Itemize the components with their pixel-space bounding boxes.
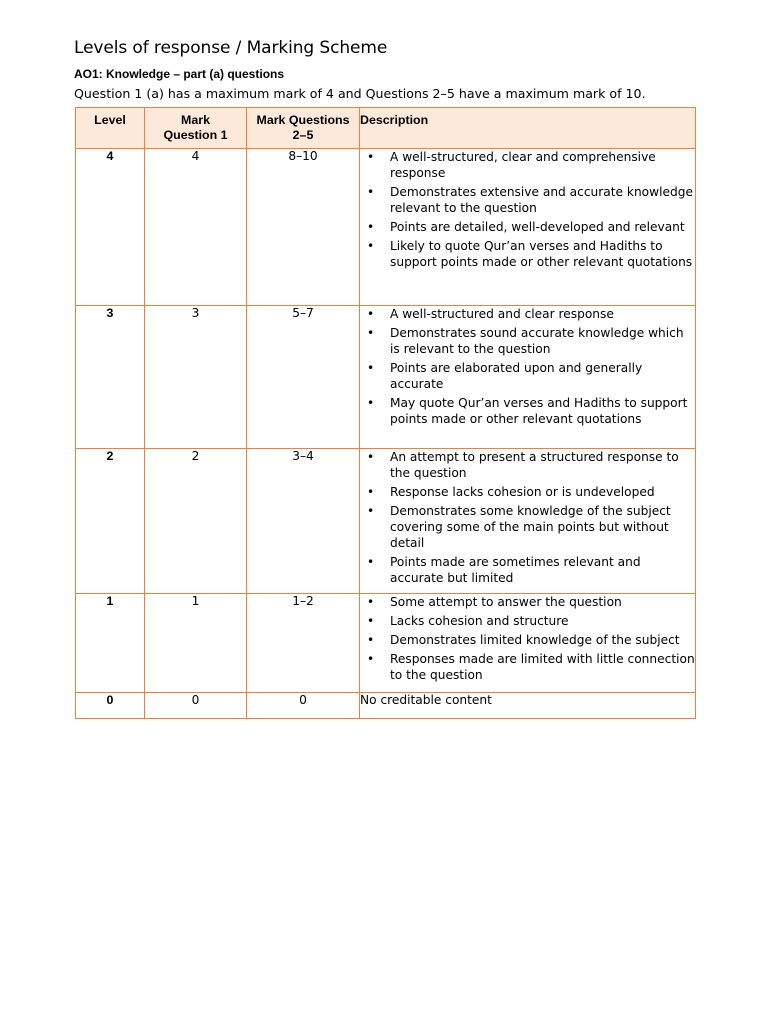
description-item: • Likely to quote Qur’an verses and Hadiths to support points made or other relevant quotations — [360, 238, 695, 270]
mark-q25-cell: 8–10 — [247, 149, 360, 306]
description-item: • Lacks cohesion and structure — [360, 613, 695, 629]
level-cell: 1 — [76, 594, 145, 693]
level-cell: 4 — [76, 149, 145, 306]
header-mark-q1-line1: Mark — [181, 113, 210, 127]
description-item: • Response lacks cohesion or is undeveloped — [360, 484, 695, 500]
section-heading: AO1: Knowledge – part (a) questions — [74, 67, 285, 81]
description-list — [360, 594, 695, 683]
mark-q25-cell: 1–2 — [247, 594, 360, 693]
header-mark-q25-line1: Mark Questions — [256, 113, 350, 127]
description-item: • Responses made are limited with little connection to the question — [360, 651, 695, 683]
table-row — [76, 306, 696, 449]
level-cell: 2 — [76, 449, 145, 594]
mark-q25-cell: 0 — [247, 693, 360, 719]
header-mark-q1-line2: Question 1 — [163, 128, 228, 142]
mark-q1-cell: 1 — [145, 594, 247, 693]
mark-q25-cell: 3–4 — [247, 449, 360, 594]
level-cell: 3 — [76, 306, 145, 449]
description-cell — [360, 594, 696, 693]
description-item: • A well-structured, clear and comprehensive response — [360, 149, 695, 181]
mark-q1-cell: 4 — [145, 149, 247, 306]
header-description — [360, 108, 696, 149]
description-item: • Demonstrates some knowledge of the subject covering some of the main points but without detail — [360, 503, 695, 551]
header-mark-question-1 — [145, 108, 247, 149]
mark-q1-cell: 2 — [145, 449, 247, 594]
mark-q1-cell: 3 — [145, 306, 247, 449]
description-list — [360, 449, 695, 586]
description-cell — [360, 449, 696, 594]
description-item: • Demonstrates extensive and accurate knowledge relevant to the question — [360, 184, 695, 216]
marking-scheme-table — [75, 107, 696, 719]
header-mark-q25-line2: 2–5 — [292, 128, 314, 142]
table-row — [76, 149, 696, 306]
intro-text: Question 1 (a) has a maximum mark of 4 and Questions 2–5 have a maximum mark of 10. — [74, 86, 646, 101]
table-row — [76, 449, 696, 594]
description-item: • Points made are sometimes relevant and accurate but limited — [360, 554, 695, 586]
level-cell: 0 — [76, 693, 145, 719]
description-list — [360, 306, 695, 427]
description-item: • An attempt to present a structured response to the question — [360, 449, 695, 481]
page-title: Levels of response / Marking Scheme — [74, 38, 388, 58]
description-cell — [360, 149, 696, 306]
table-row — [76, 594, 696, 693]
description-item: • A well-structured and clear response — [360, 306, 695, 322]
description-item: • Points are detailed, well-developed and relevant — [360, 219, 695, 235]
header-description-label: Description — [360, 113, 429, 127]
description-item: • Demonstrates sound accurate knowledge which is relevant to the question — [360, 325, 695, 357]
description-item: • Points are elaborated upon and generally accurate — [360, 360, 695, 392]
header-level — [76, 108, 145, 149]
description-cell — [360, 306, 696, 449]
table-row — [76, 693, 696, 719]
description-cell: No creditable content — [360, 693, 696, 719]
header-level-label: Level — [94, 113, 126, 127]
mark-q25-cell: 5–7 — [247, 306, 360, 449]
table-header-row — [76, 108, 696, 149]
header-mark-questions-2-5 — [247, 108, 360, 149]
description-item: • May quote Qur’an verses and Hadiths to support points made or other relevant quotations — [360, 395, 695, 427]
mark-q1-cell: 0 — [145, 693, 247, 719]
description-item: • Demonstrates limited knowledge of the subject — [360, 632, 695, 648]
description-list — [360, 149, 695, 270]
description-item: • Some attempt to answer the question — [360, 594, 695, 610]
